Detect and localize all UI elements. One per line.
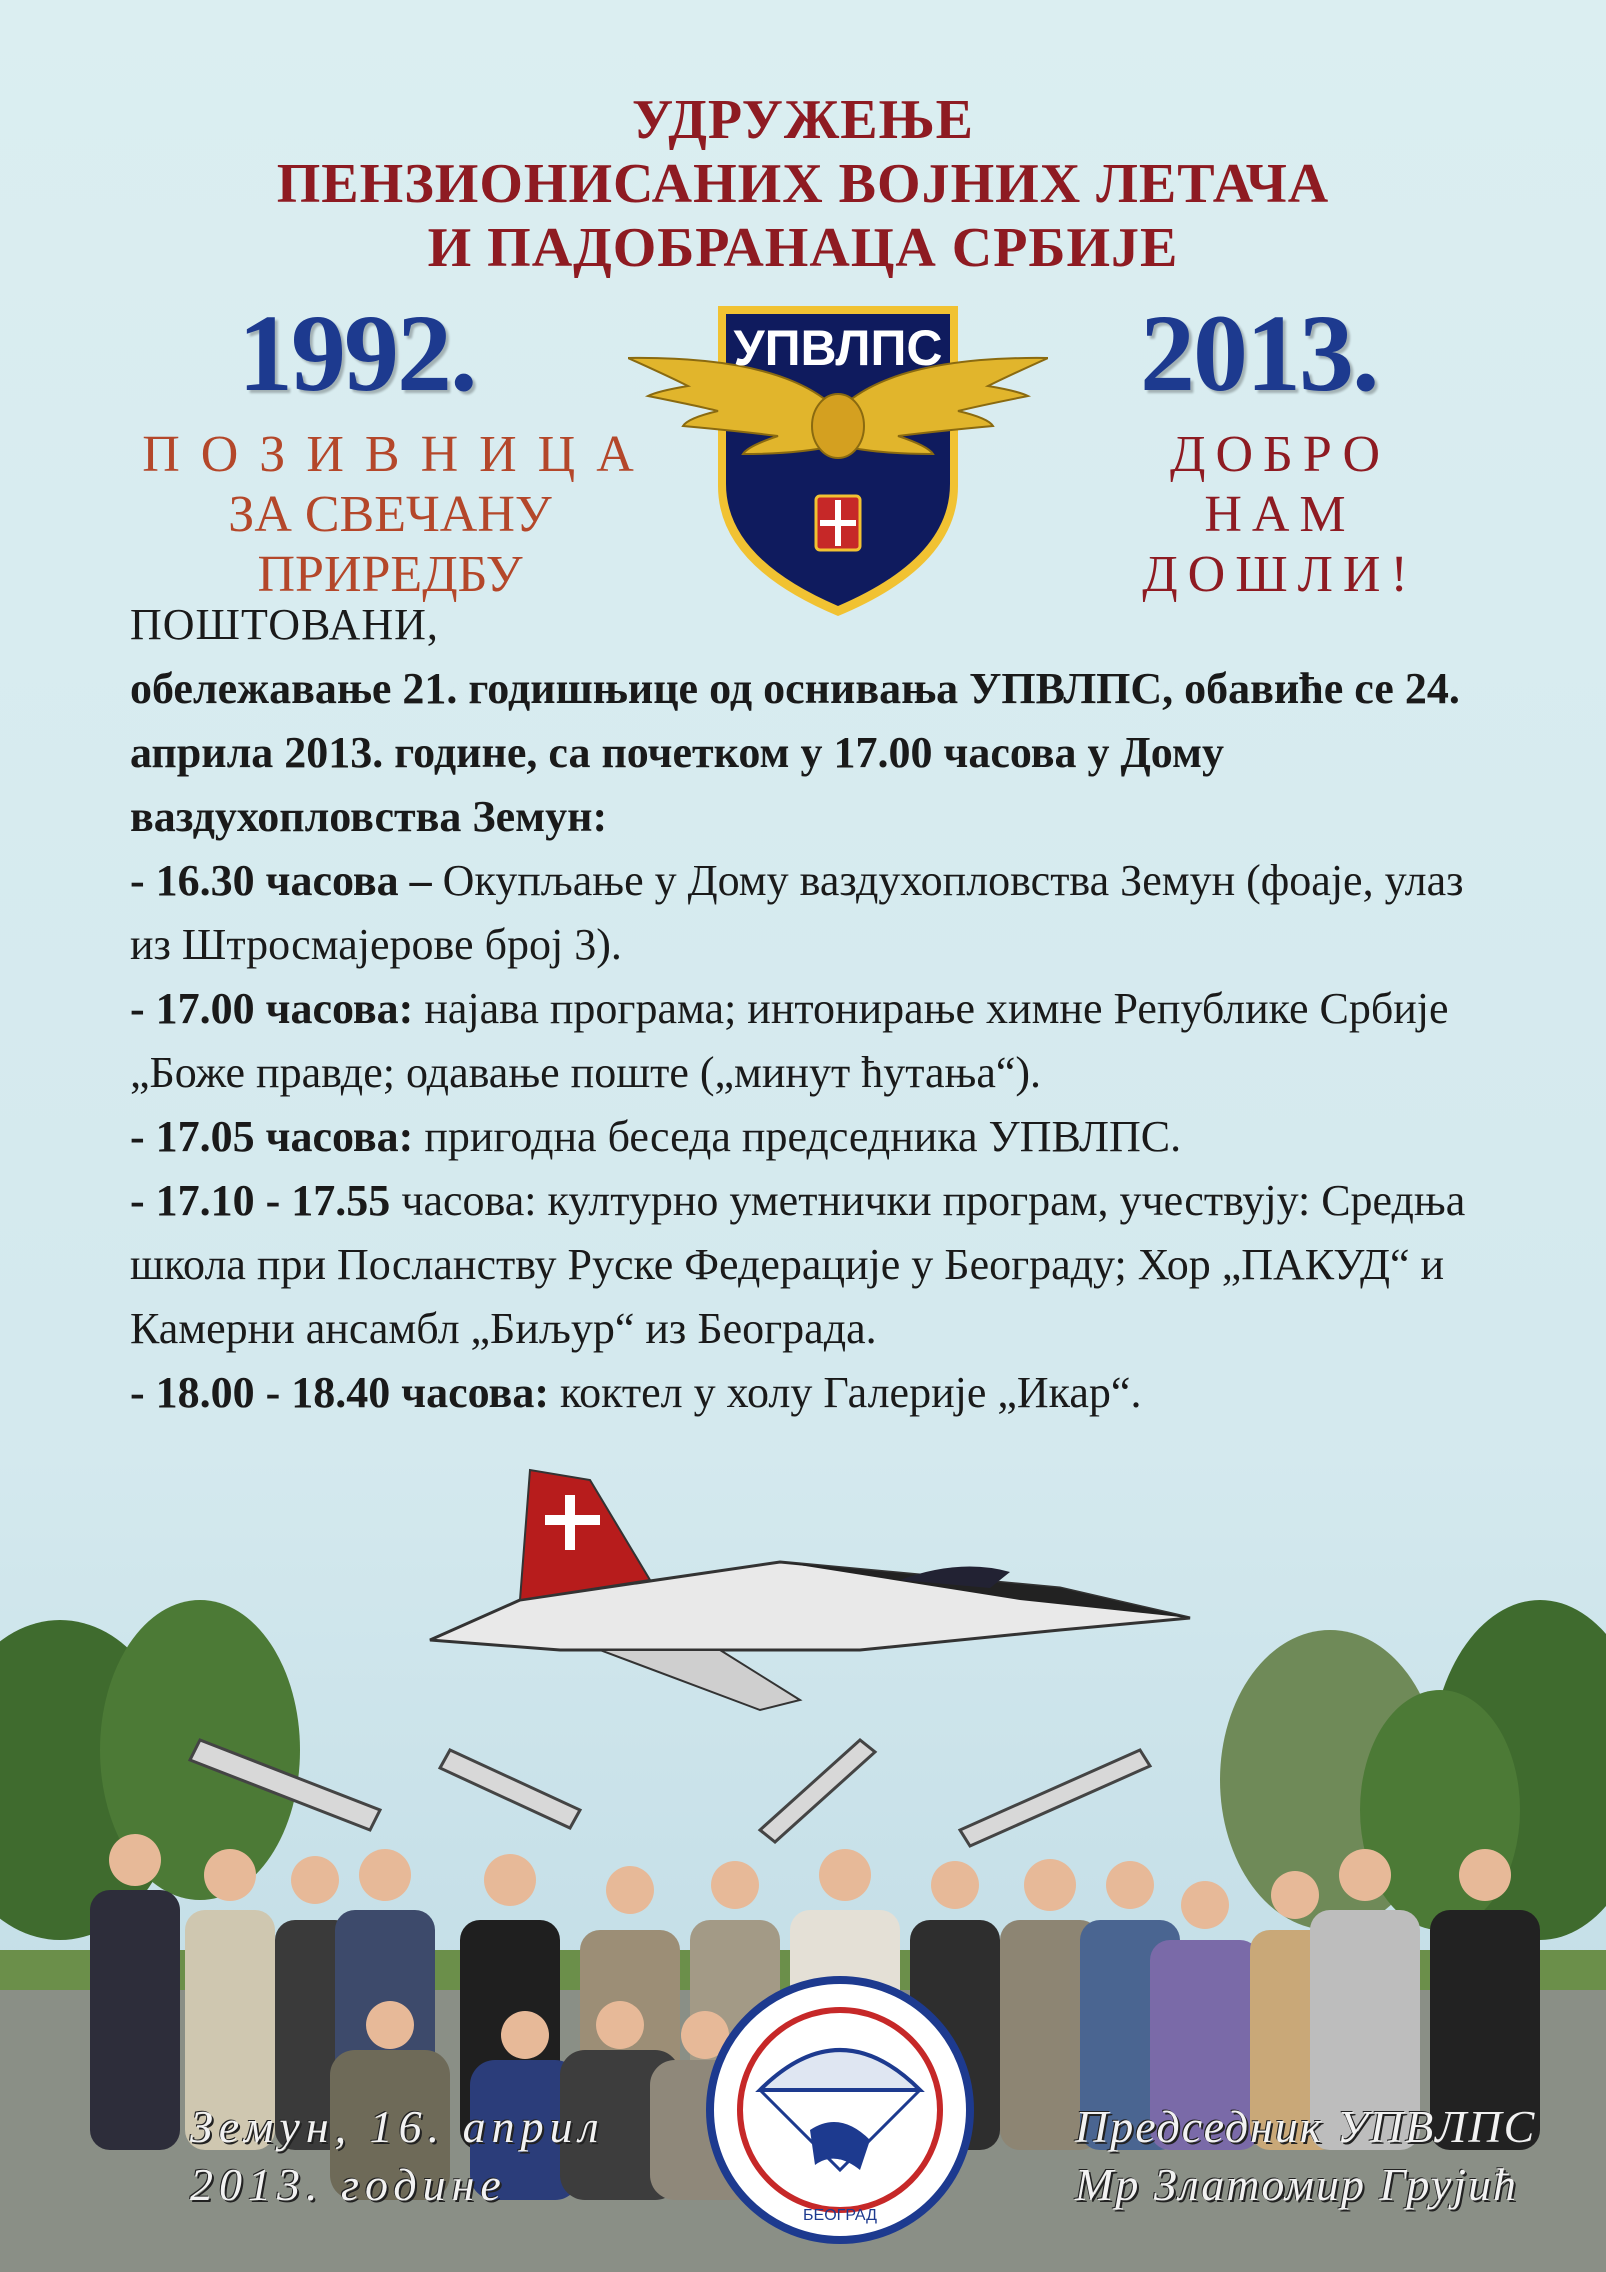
parachute-seal-icon	[710, 1980, 970, 2240]
seal-text: БЕОГРАД	[803, 2207, 877, 2224]
schedule-time: - 17.10 - 17.55	[130, 1176, 391, 1225]
intro-text: обележавање 21. годишњице од оснивања УПВЛПС, обавиће се 24. априла 2013. године, са почетком у 17.00 часова у Дому ваздухопловства Земун:	[130, 664, 1460, 841]
year-start: 1992.	[238, 292, 476, 414]
schedule-text: коктел у холу Галерије „Икар“.	[548, 1368, 1142, 1417]
schedule-time: - 16.30 часова –	[130, 856, 432, 905]
welcome-caption-line-1: ДОБРО НАМ	[1170, 426, 1390, 543]
schedule-item	[130, 1169, 1480, 1361]
schedule-time: - 17.05 часова:	[130, 1112, 414, 1161]
invitation-body	[130, 593, 1480, 1425]
signature-title: Председник УПВЛПС	[1075, 2101, 1537, 2152]
year-end: 2013.	[1140, 292, 1378, 414]
date-line: 2013. године	[190, 2159, 507, 2210]
invitation-caption-line-1: П О З И В Н И Ц А	[142, 426, 638, 483]
place-line: Земун, 16. април	[190, 2101, 605, 2152]
welcome-caption	[1090, 425, 1470, 605]
schedule-text: часова: културно уметнички програм, учествују: Средња школа при Посланству Руске Федерације у Београду; Хор „ПАКУД“ и Камерни ансамбл „Биљур“ из Београда.	[130, 1176, 1466, 1353]
invitation-caption-line-2: ЗА СВЕЧАНУ ПРИРЕДБУ	[228, 486, 552, 603]
welcome-caption-line-2: ДОШЛИ!	[1142, 546, 1418, 603]
emblem-label: УПВЛПС	[733, 320, 943, 376]
header-line-2: ПЕНЗИОНИСАНИХ ВОЈНИХ ЛЕТАЧА	[276, 153, 1330, 215]
schedule-text: пригодна беседа председника УПВЛПС.	[413, 1112, 1182, 1161]
schedule-text: Окупљање у Дому ваздухопловства Земун (фоаје, улаз из Штросмајерове број 3).	[130, 856, 1464, 969]
greeting: ПОШТОВАНИ,	[130, 600, 439, 649]
header-line-1: УДРУЖЕЊЕ	[631, 89, 975, 151]
signature-block	[1075, 2098, 1536, 2214]
signature-name: Мр Златомир Грујић	[1075, 2159, 1519, 2210]
schedule-item	[130, 977, 1480, 1105]
intro-paragraph	[130, 657, 1480, 849]
schedule-item	[130, 1105, 1480, 1169]
invitation-caption	[100, 425, 680, 605]
place-date	[190, 2098, 605, 2214]
schedule-item	[130, 849, 1480, 977]
schedule-item	[130, 1361, 1480, 1425]
schedule-text: најава програма; интонирање химне Републике Србије „Боже правде; одавање поште („минут ћутања“).	[130, 984, 1449, 1097]
header-line-3: И ПАДОБРАНАЦА СРБИЈЕ	[427, 217, 1179, 279]
schedule-time: - 17.00 часова:	[130, 984, 414, 1033]
schedule-time: - 18.00 - 18.40 часова:	[130, 1368, 549, 1417]
